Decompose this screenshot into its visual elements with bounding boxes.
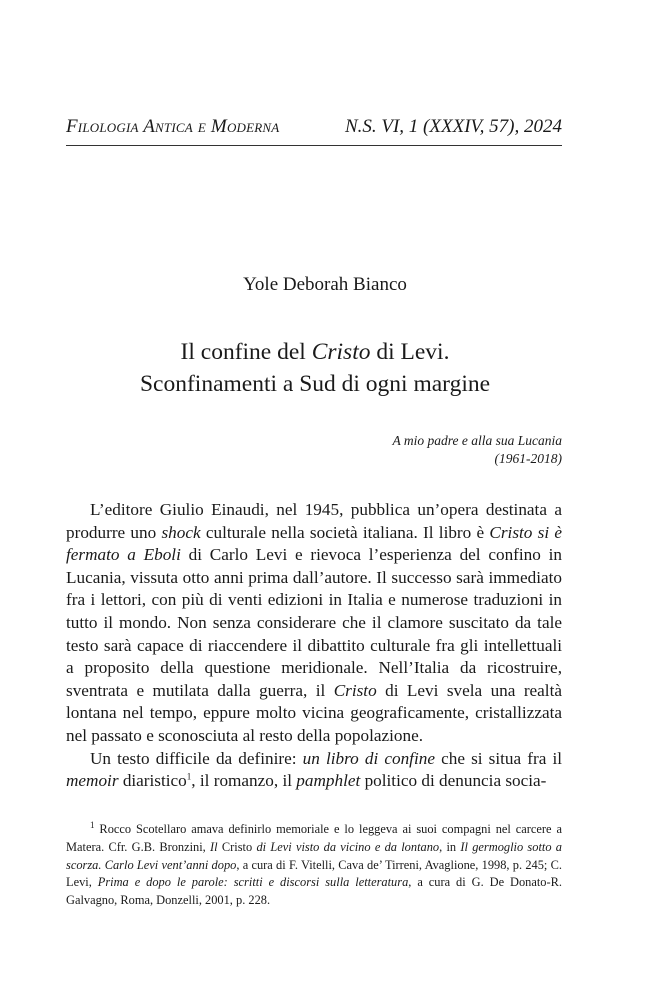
text-run: L’editore Giulio Einaudi, nel 1945, pubblica un’opera destinata a produrre uno — [66, 500, 562, 542]
italic-run: di Levi visto da vicino e da lontano — [256, 839, 440, 854]
text-run: politico di denuncia socia- — [360, 771, 547, 791]
footnote-1 — [66, 821, 562, 910]
text-run: , a cura di F. Vitelli, Cava de’ Tirreni, Avaglione, 1998, p. 245; C. Levi, — [66, 857, 562, 890]
text-run: Rocco Scotellaro amava definirlo memoriale e lo leggeva ai suoi compagni nel carcere a Matera. Cfr. G.B. Bronzini, — [66, 822, 562, 854]
text-run: di Carlo Levi e rievoca l’esperienza del confino in Lucania, vissuta otto anni prima dall’autore. Il successo sarà immediato fra i lettori, con più di venti edizioni in Italia e numerose traduzioni in tutto il mondo. Non senza considerare che il clamore suscitato da tale testo sarà capace di riaccendere il dibattito culturale fra gli intellettuali a proposito della questione meridionale. Nell’Italia da ricostruire, sventrata e mutilata dalla guerra, il — [66, 545, 562, 700]
text-run: culturale nella società italiana. Il libro è — [200, 522, 490, 542]
footnotes — [66, 821, 562, 910]
running-header — [66, 116, 562, 142]
text-run: di Levi svela una realtà lontana nel tempo, eppure molto vicina geograficamente, cristallizzata nel passato e sconosciuta al resto della popolazione. — [66, 680, 562, 745]
text-run: , a cura di G. De Donato-R. Galvagno, Roma, Donzelli, 2001, p. 228. — [66, 875, 562, 908]
text-run: Un testo difficile da definire: — [90, 748, 303, 768]
issue-number: N.S. VI, 1 (XXXIV, 57), 2024 — [344, 116, 562, 137]
journal-title: Filologia Antica e Moderna — [66, 116, 280, 137]
title-line-2: Sconfinamenti a Sud di ogni margine — [139, 371, 491, 397]
paragraph — [66, 499, 562, 748]
text-run: che si situa fra il — [434, 748, 563, 768]
title-line-1 — [0, 336, 630, 368]
italic-run: Cristo — [333, 680, 377, 700]
article-title — [0, 336, 630, 400]
footnote-reference[interactable]: 1 — [186, 771, 192, 782]
title-italic: Cristo — [311, 339, 371, 365]
text-run: , in — [439, 839, 461, 854]
text-run: Cristo — [217, 839, 257, 854]
italic-run: pamphlet — [296, 771, 361, 791]
dedication-line: A mio padre e alla sua Lucania — [392, 433, 562, 448]
dedication-dates: (1961-2018) — [494, 451, 562, 466]
dedication — [393, 432, 563, 468]
italic-run: Prima e dopo le parole: scritti e discorsi sulla letteratura — [97, 875, 409, 890]
italic-run: un libro di confine — [302, 748, 435, 768]
title-text: Il confine del — [180, 339, 312, 365]
italic-run: Il germoglio sotto a scorza. Carlo Levi vent’anni dopo — [66, 839, 562, 872]
title-text: di Levi. — [370, 339, 450, 365]
footnote-number: 1 — [90, 819, 95, 830]
text-run: diaristico — [118, 771, 187, 791]
italic-run: shock — [161, 522, 201, 542]
text-run: , il romanzo, il — [191, 771, 297, 791]
article-author: Yole Deborah Bianco — [243, 274, 407, 295]
paragraph — [66, 748, 562, 793]
body-text — [66, 499, 562, 793]
italic-run: Cristo si è fermato a Eboli — [66, 522, 562, 565]
italic-run: memoir — [66, 771, 119, 791]
italic-run: Il — [210, 839, 218, 854]
header-rule — [66, 145, 562, 146]
